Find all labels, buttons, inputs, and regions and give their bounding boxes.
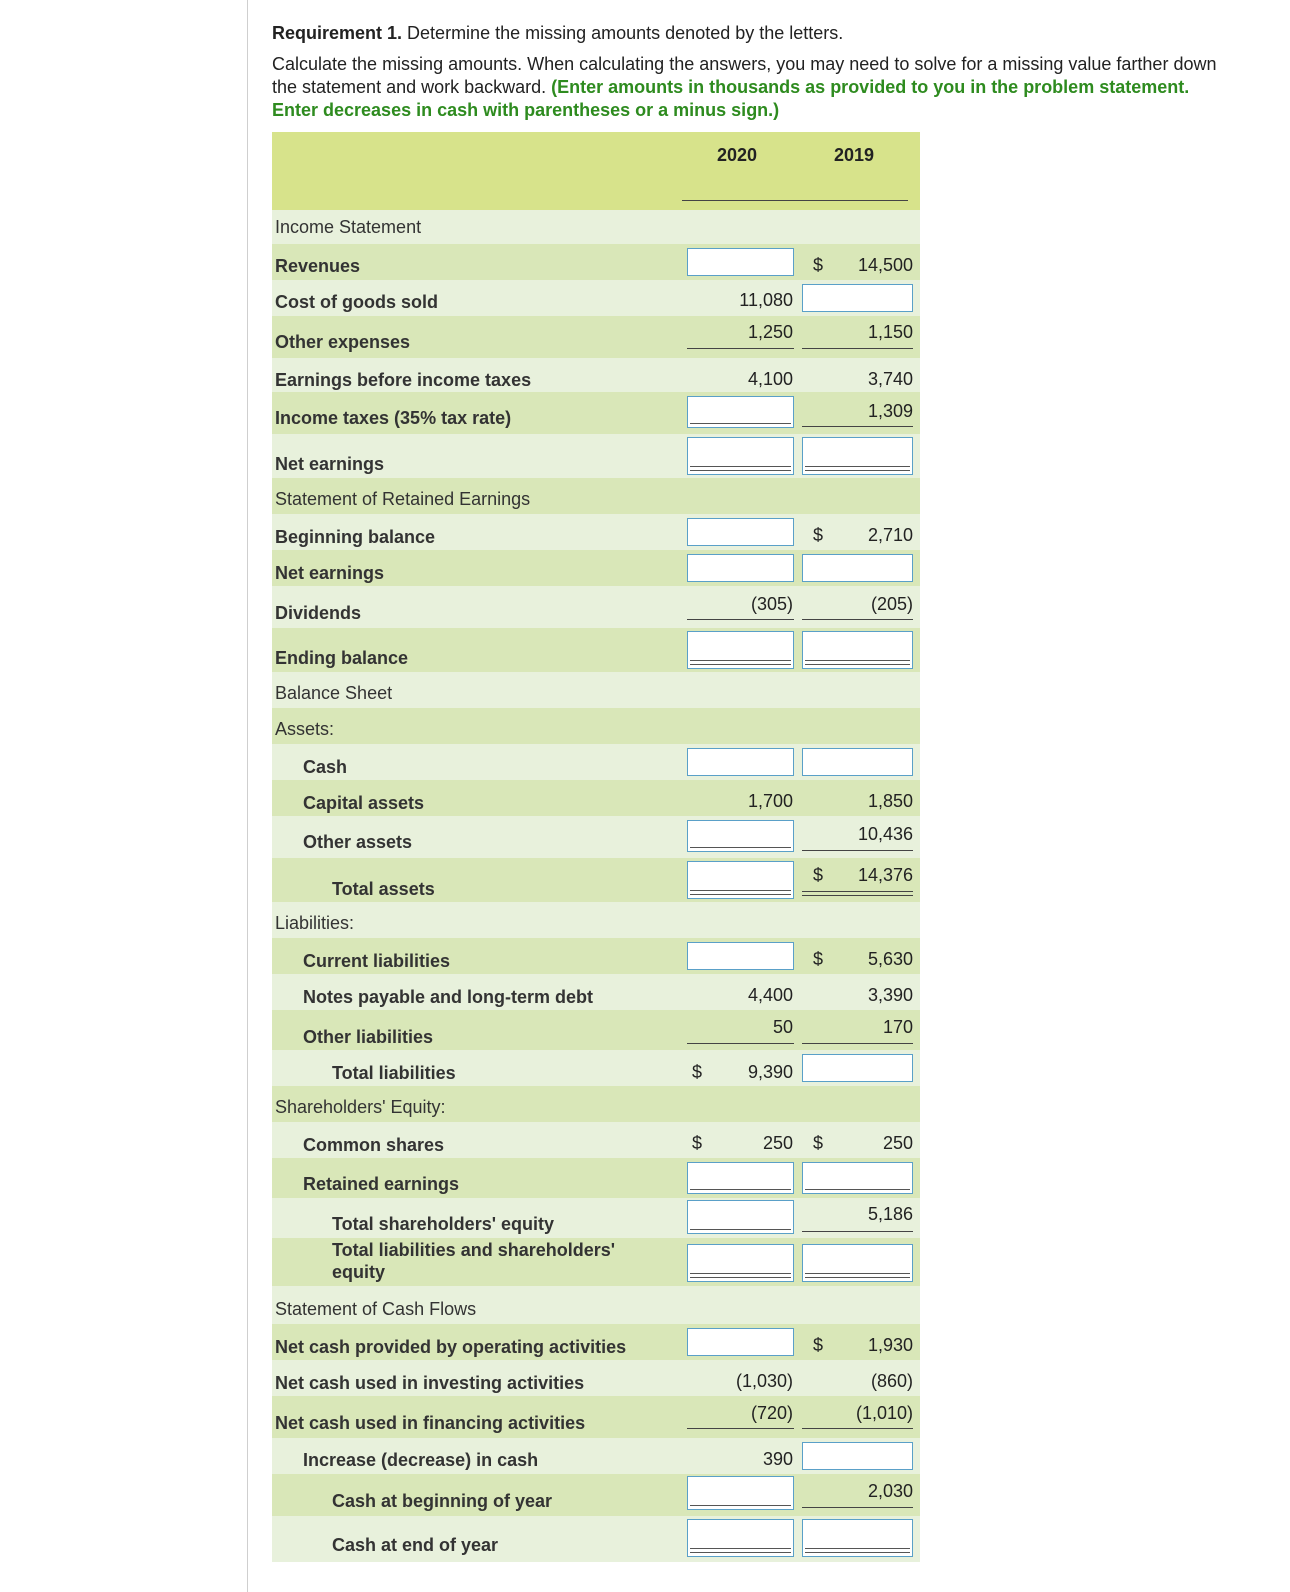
subtotal-line	[802, 426, 913, 427]
row-label: Total liabilities	[332, 1063, 456, 1083]
value: (720)	[750, 1403, 793, 1423]
row-label: Dividends	[275, 603, 362, 623]
net-earnings-2020-input[interactable]	[687, 437, 794, 475]
value: 50	[772, 1017, 793, 1037]
table-row	[272, 1238, 920, 1286]
table-row	[272, 514, 920, 550]
re-net-earnings-2020-input[interactable]	[687, 554, 794, 582]
value: 14,500	[857, 255, 913, 275]
row-label: Total shareholders' equity	[332, 1214, 554, 1234]
value: 1,309	[867, 401, 913, 421]
currency: $	[813, 865, 824, 885]
value: 3,390	[867, 985, 913, 1005]
value: 3,740	[867, 369, 913, 389]
revenues-2020-input[interactable]	[687, 248, 794, 276]
financial-statements-table	[272, 132, 920, 1562]
subtotal-line	[802, 850, 913, 851]
currency: $	[813, 525, 824, 545]
currency: $	[692, 1133, 703, 1153]
total-line	[802, 895, 913, 896]
value: 14,376	[857, 865, 913, 885]
value: 9,390	[747, 1062, 793, 1082]
value: 10,436	[857, 824, 913, 844]
row-label: Total assets	[332, 879, 435, 899]
value: 1,850	[867, 791, 913, 811]
table-row	[272, 858, 920, 902]
value: 2,710	[867, 525, 913, 545]
row-label: Income taxes (35% tax rate)	[275, 408, 512, 428]
value: 390	[762, 1449, 793, 1469]
income-taxes-2020-input[interactable]	[687, 396, 794, 428]
value: 1,250	[747, 322, 793, 342]
table-row	[272, 1050, 920, 1086]
table-row	[272, 1158, 920, 1198]
total-liabilities-2019-input[interactable]	[802, 1054, 913, 1082]
row-label: Assets:	[275, 719, 335, 739]
cash-begin-2020-input[interactable]	[687, 1476, 794, 1510]
column-2019: 2019	[833, 145, 875, 165]
value: (1,010)	[855, 1403, 913, 1423]
subtotal-line	[802, 619, 913, 620]
value: 170	[882, 1017, 913, 1037]
row-label: Cost of goods sold	[275, 292, 438, 312]
row-label: Notes payable and long-term debt	[303, 987, 594, 1007]
cash-end-2019-input[interactable]	[802, 1519, 913, 1557]
table-row	[272, 902, 920, 938]
ending-balance-2019-input[interactable]	[802, 631, 913, 669]
currency: $	[813, 1335, 824, 1355]
beginning-balance-2020-input[interactable]	[687, 518, 794, 546]
table-row	[272, 974, 920, 1010]
subtotal-line	[802, 1231, 913, 1232]
section-retained-earnings: Statement of Retained Earnings	[275, 489, 531, 509]
currency: $	[692, 1062, 703, 1082]
row-label: Revenues	[275, 256, 361, 276]
section-cash-flows: Statement of Cash Flows	[275, 1299, 477, 1319]
net-earnings-2019-input[interactable]	[802, 437, 913, 475]
subtotal-line	[802, 1428, 913, 1429]
value: 5,630	[867, 949, 913, 969]
value: (305)	[750, 594, 793, 614]
row-label: Increase (decrease) in cash	[303, 1450, 539, 1470]
row-label: Cash at beginning of year	[332, 1491, 553, 1511]
subtotal-line	[802, 1507, 913, 1508]
value: 5,186	[867, 1204, 913, 1224]
table-row	[272, 280, 920, 316]
current-liabilities-2020-input[interactable]	[687, 942, 794, 970]
value: 1,150	[867, 322, 913, 342]
table-row	[272, 550, 920, 586]
table-row	[272, 1010, 920, 1050]
value: 1,930	[867, 1335, 913, 1355]
row-label: Beginning balance	[275, 527, 436, 547]
value: (860)	[870, 1371, 913, 1391]
table-row	[272, 434, 920, 478]
value: 250	[882, 1133, 913, 1153]
cogs-2019-input[interactable]	[802, 284, 913, 312]
other-assets-2020-input[interactable]	[687, 820, 794, 852]
row-label: Other assets	[303, 832, 413, 852]
subtotal-line	[687, 348, 794, 349]
row-label: Net earnings	[275, 563, 385, 583]
table-row	[272, 244, 920, 280]
table-row	[272, 478, 920, 514]
value: (205)	[870, 594, 913, 614]
section-income-statement: Income Statement	[275, 217, 422, 237]
value: (1,030)	[735, 1371, 793, 1391]
table-row	[272, 744, 920, 780]
table-row	[272, 1122, 920, 1158]
currency: $	[813, 255, 824, 275]
subtotal-line	[802, 348, 913, 349]
total-se-2020-input[interactable]	[687, 1200, 794, 1234]
table-row	[272, 392, 920, 434]
retained-earnings-2020-input[interactable]	[687, 1162, 794, 1194]
row-label: Capital assets	[303, 793, 425, 813]
re-net-earnings-2019-input[interactable]	[802, 554, 913, 582]
table-header	[272, 132, 920, 210]
table-row	[272, 586, 920, 628]
value: 4,400	[747, 985, 793, 1005]
header-underline	[682, 200, 908, 201]
value: 250	[762, 1133, 793, 1153]
row-label: Net earnings	[275, 454, 385, 474]
table-row	[272, 1286, 920, 1324]
subtotal-line	[687, 619, 794, 620]
row-label: Total liabilities and shareholders' equity	[332, 1240, 616, 1282]
row-label: Liabilities:	[275, 913, 355, 933]
row-label: Common shares	[303, 1135, 445, 1155]
table-row	[272, 780, 920, 816]
row-label: Current liabilities	[303, 951, 451, 971]
cash-end-2020-input[interactable]	[687, 1519, 794, 1557]
value: 1,700	[747, 791, 793, 811]
table-row	[272, 316, 920, 358]
table-row	[272, 210, 920, 244]
left-divider	[247, 0, 248, 1592]
row-label: Retained earnings	[303, 1174, 460, 1194]
value: 11,080	[739, 290, 793, 310]
cash-2019-input[interactable]	[802, 748, 913, 776]
row-label: Cash	[303, 757, 348, 777]
row-label: Net cash used in financing activities	[275, 1413, 586, 1433]
operating-2020-input[interactable]	[687, 1328, 794, 1356]
table-row	[272, 1396, 920, 1438]
row-label: Net cash used in investing activities	[275, 1373, 585, 1393]
row-label: Ending balance	[275, 648, 409, 668]
table-row	[272, 1360, 920, 1396]
section-balance-sheet: Balance Sheet	[275, 683, 393, 703]
table-row	[272, 1438, 920, 1474]
table-row	[272, 1474, 920, 1516]
subtotal-line	[802, 1043, 913, 1044]
total-liabilities-equity-2019-input[interactable]	[802, 1244, 913, 1282]
table-row	[272, 358, 920, 392]
table-row	[272, 708, 920, 744]
value: 4,100	[747, 369, 793, 389]
row-label: Other expenses	[275, 332, 411, 352]
currency: $	[813, 1133, 824, 1153]
currency: $	[813, 949, 824, 969]
ending-balance-2020-input[interactable]	[687, 631, 794, 669]
subtotal-line	[687, 1043, 794, 1044]
column-2020: 2020	[716, 145, 758, 165]
table-row	[272, 672, 920, 708]
row-label: Cash at end of year	[332, 1535, 499, 1555]
row-label: Shareholders' Equity:	[275, 1097, 446, 1117]
subtotal-line	[687, 1428, 794, 1429]
instructions: Calculate the missing amounts. When calculating the answers, you may need to solve for a missing value farther down the statement and work backward. (Enter amounts in thousands as provided to you in the problem statement. Enter decreases in cash with parentheses or a minus sign.)	[272, 54, 1217, 120]
cash-2020-input[interactable]	[687, 748, 794, 776]
requirement-heading: Requirement 1. Determine the missing amounts denoted by the letters.	[272, 23, 844, 43]
table-row	[272, 816, 920, 858]
value: 2,030	[867, 1481, 913, 1501]
table-row	[272, 628, 920, 672]
row-label: Net cash provided by operating activities	[275, 1337, 627, 1357]
total-line	[802, 891, 913, 892]
table-row	[272, 1516, 920, 1562]
table-row	[272, 1198, 920, 1238]
row-label: Earnings before income taxes	[275, 370, 532, 390]
table-row	[272, 938, 920, 974]
row-label: Other liabilities	[303, 1027, 434, 1047]
total-assets-2020-input[interactable]	[687, 861, 794, 899]
table-row	[272, 1324, 920, 1360]
retained-earnings-2019-input[interactable]	[802, 1162, 913, 1194]
table-row	[272, 1086, 920, 1122]
increase-cash-2019-input[interactable]	[802, 1442, 913, 1470]
total-liabilities-equity-2020-input[interactable]	[687, 1244, 794, 1282]
